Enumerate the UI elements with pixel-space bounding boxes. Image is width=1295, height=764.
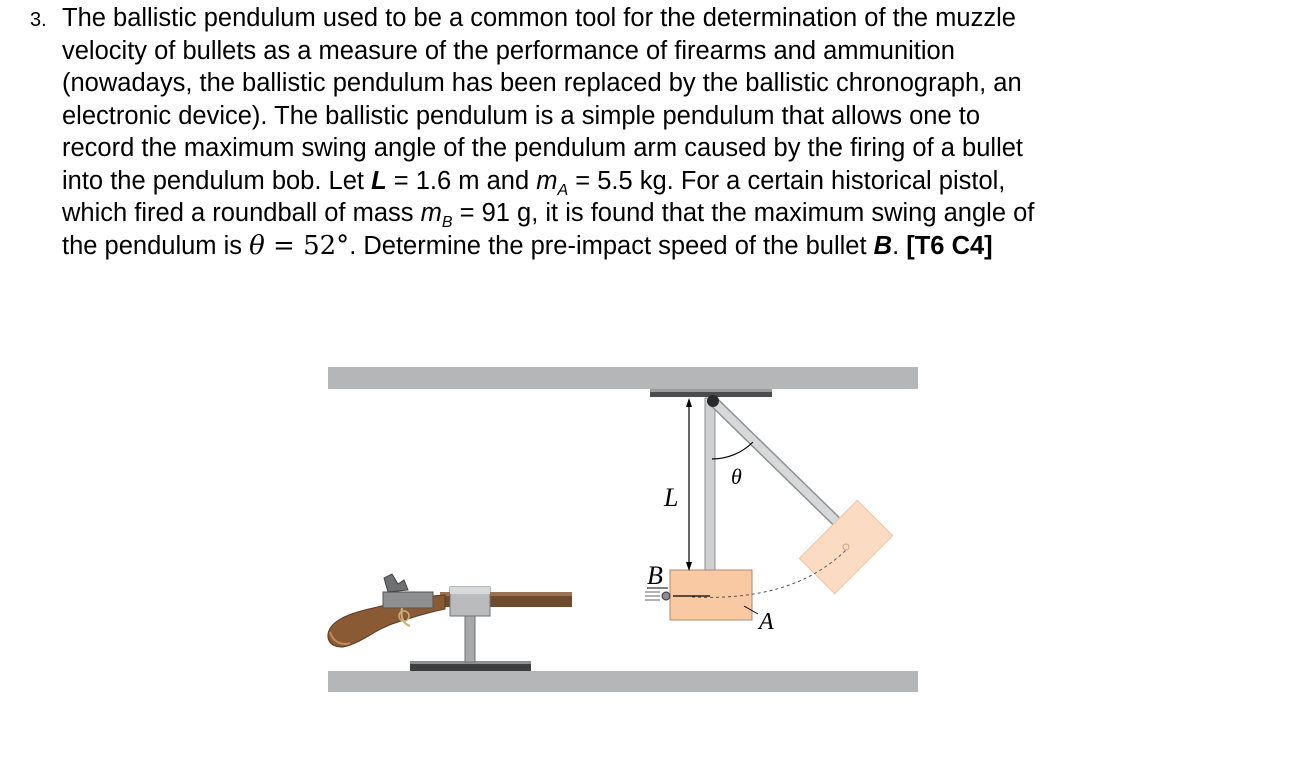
pendulum-bob-rest <box>670 570 752 620</box>
problem-line-3: (nowadays, the ballistic pendulum has been replaced by the ballistic chronograph, an <box>62 69 1022 97</box>
label-L: L <box>664 483 679 512</box>
variable-mA: m <box>536 166 558 195</box>
label-B: B <box>647 561 663 590</box>
problem-line-1: The ballistic pendulum used to be a common tool for the determination of the muzzle <box>62 4 1016 32</box>
problem-line-5: record the maximum swing angle of the pendulum arm caused by the firing of a bullet <box>62 134 1024 162</box>
variable-mB: m <box>420 199 442 227</box>
theta-arc <box>712 442 753 459</box>
pendulum-bob-swung <box>799 500 892 593</box>
problem-number: 3. <box>30 9 47 31</box>
pistol-stand-post <box>465 616 475 662</box>
variable-B: B <box>873 231 893 260</box>
problem-line-2: velocity of bullets as a measure of the performance of firearms and ammunition <box>62 36 955 65</box>
theta-equation: θ = 52° <box>249 230 350 261</box>
pistol-lock <box>383 592 433 608</box>
pistol-hammer <box>384 574 408 592</box>
pivot <box>707 395 719 407</box>
floor-rail <box>328 671 918 692</box>
problem-code: [T6 C4] <box>906 231 993 260</box>
variable-L: L <box>371 166 387 195</box>
label-theta: θ <box>731 464 742 489</box>
problem-line-7: which fired a roundball of mass $m_B = 91$ g, it is found that the maximum swing angle of <box>62 199 1035 232</box>
problem-line-4: electronic device). The ballistic pendulum is a simple pendulum that allows one to <box>62 101 981 130</box>
pendulum-rod-rest <box>705 398 715 570</box>
pendulum-rod-swung <box>713 401 836 521</box>
ceiling-rail <box>328 367 918 389</box>
problem-line-6: into the pendulum bob. Let L = 1.6 m and $m_A = 5.5$ kg. For a certain historical pistol, <box>62 166 1006 199</box>
label-A: A <box>759 609 774 635</box>
bullet <box>662 592 670 600</box>
flintlock-pistol <box>328 574 572 671</box>
problem-line-8: the pendulum is θ = 52°. Determine the pre-impact speed of the bullet B. [T6 C4] <box>62 230 993 261</box>
